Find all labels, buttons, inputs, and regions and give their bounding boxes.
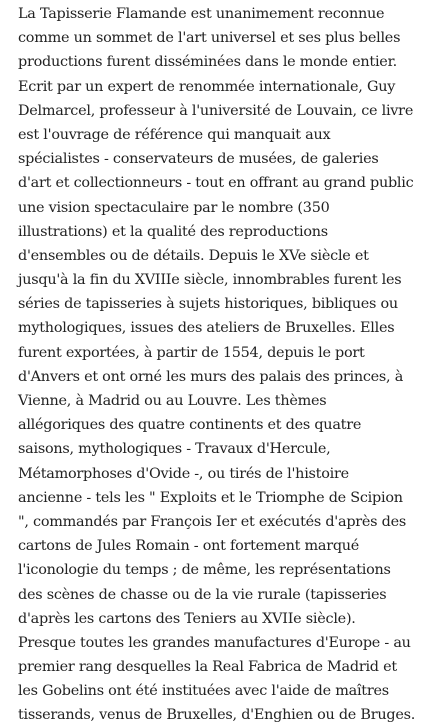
text-line: furent exportées, à partir de 1554, depuis le port: [18, 344, 365, 361]
text-line: Delmarcel, professeur à l'université de Louvain, ce livre: [18, 102, 414, 119]
text-line: saisons, mythologiques - Travaux d'Hercule,: [18, 441, 331, 458]
text-line: séries de tapisseries à sujets historiques, bibliques ou: [18, 296, 398, 313]
text-line: cartons de Jules Romain - ont fortement marqué: [18, 538, 360, 555]
text-line: productions furent disséminées dans le monde entier.: [18, 54, 397, 71]
text-line: allégoriques des quatre continents et des quatre: [18, 417, 362, 434]
text-line: une vision spectaculaire par le nombre (350: [18, 199, 330, 216]
text-line: comme un sommet de l'art universel et ses plus belles: [18, 30, 401, 47]
text-line: Métamorphoses d'Ovide -, ou tirés de l'histoire: [18, 465, 349, 482]
text-line: des scènes de chasse ou de la vie rurale (tapisseries: [18, 586, 387, 603]
text-line: jusqu'à la fin du XVIIIe siècle, innombrables furent les: [18, 272, 402, 289]
text-line: est l'ouvrage de référence qui manquait aux: [18, 126, 331, 143]
text-line: ", commandés par François Ier et exécutés d'après des: [18, 513, 407, 530]
text-line: d'Anvers et ont orné les murs des palais des princes, à: [18, 368, 404, 385]
text-line: d'art et collectionneurs - tout en offrant au grand public: [18, 175, 414, 192]
text-line: spécialistes - conservateurs de musées, de galeries: [18, 151, 379, 168]
text-line: l'iconologie du temps ; de même, les représentations: [18, 562, 391, 579]
text-line: Ecrit par un expert de renommée internationale, Guy: [18, 78, 396, 95]
text-line: d'ensembles ou de détails. Depuis le XVe siècle et: [18, 247, 369, 264]
text-line: les Gobelins ont été instituées avec l'aide de maîtres: [18, 683, 389, 700]
text-line: tisserands, venus de Bruxelles, d'Enghien ou de Bruges.: [18, 707, 416, 724]
text-line: d'après les cartons des Teniers au XVIIe siècle).: [18, 610, 356, 627]
text-line: illustrations) et la qualité des reproductions: [18, 223, 328, 240]
text-line: Vienne, à Madrid ou au Louvre. Les thèmes: [18, 393, 327, 409]
text-line: Presque toutes les grandes manufactures d'Europe - au: [18, 634, 411, 651]
text-line: mythologiques, issues des ateliers de Bruxelles. Elles: [18, 320, 395, 337]
text-line: ancienne - tels les " Exploits et le Triomphe de Scipion: [18, 489, 403, 506]
text-line: premier rang desquelles la Real Fabrica de Madrid et: [18, 659, 397, 676]
text-line: La Tapisserie Flamande est unanimement reconnue: [18, 6, 385, 22]
